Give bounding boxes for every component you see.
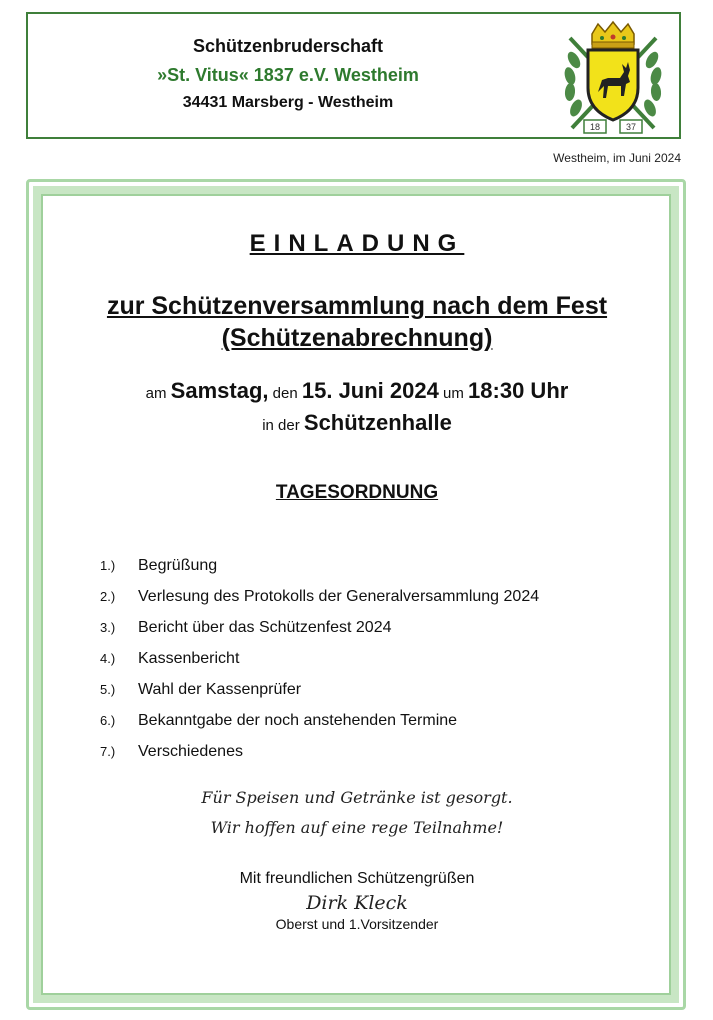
participation-note: Wir hoffen auf eine rege Teilnahme!: [210, 818, 504, 837]
letterhead: [26, 12, 681, 139]
agenda-item-number: 1.): [100, 558, 116, 573]
agenda-item: [100, 643, 660, 674]
agenda-item: [100, 705, 660, 736]
crest-year-left: 18: [589, 122, 601, 132]
agenda-list: [100, 550, 660, 767]
dateline: Westheim, im Juni 2024: [553, 151, 681, 165]
when-prefix: am: [145, 385, 171, 402]
invitation-title: EINLADUNG: [249, 230, 465, 257]
agenda-item: [100, 550, 660, 581]
agenda-item-number: 6.): [100, 713, 116, 728]
event-date: 15. Juni 2024: [301, 378, 439, 403]
agenda-item: [100, 736, 660, 767]
club-subtitle: »St. Vitus« 1837 e.V. Westheim: [157, 65, 419, 85]
agenda-item-text: Kassenbericht: [138, 649, 240, 667]
agenda-item: [100, 612, 660, 643]
agenda-item-number: 5.): [100, 682, 116, 697]
event-date-time: [42, 378, 672, 404]
agenda-item-number: 4.): [100, 651, 116, 666]
agenda-item-number: 2.): [100, 589, 116, 604]
agenda-item: [100, 674, 660, 705]
signature: Dirk Kleck: [306, 892, 408, 914]
coat-of-arms-icon: [558, 20, 668, 136]
letterhead-text: [28, 32, 548, 116]
agenda-heading: TAGESORDNUNG: [275, 482, 439, 503]
when-um: um: [438, 385, 469, 402]
event-location: [42, 410, 672, 436]
subtitle-line1: zur Schützenversammlung nach dem Fest: [106, 292, 608, 320]
club-address: 34431 Marsberg - Westheim: [182, 94, 394, 111]
event-place: Schützenhalle: [303, 410, 452, 435]
agenda-item-text: Verschiedenes: [138, 742, 243, 760]
agenda-item-text: Wahl der Kassenprüfer: [138, 680, 302, 698]
agenda-item-number: 3.): [100, 620, 116, 635]
event-time: 18:30 Uhr: [468, 378, 569, 403]
club-name: Schützenbruderschaft: [192, 36, 384, 56]
invitation-subtitle: [42, 290, 672, 354]
agenda-item-number: 7.): [100, 744, 116, 759]
agenda-item-text: Verlesung des Protokolls der Generalversammlung 2024: [138, 587, 540, 605]
catering-note: Für Speisen und Getränke ist gesorgt.: [201, 788, 513, 807]
when-den: den: [268, 385, 302, 402]
crest-year-right: 37: [625, 122, 637, 132]
agenda-item-text: Bekanntgabe der noch anstehenden Termine: [138, 711, 458, 729]
signatory-role: Oberst und 1.Vorsitzender: [275, 916, 439, 932]
where-prefix: in der: [262, 417, 304, 434]
invitation-body: [42, 190, 672, 1000]
subtitle-line2: (Schützenabrechnung): [221, 324, 493, 352]
agenda-item: [100, 581, 660, 612]
closing-greeting: Mit freundlichen Schützengrüßen: [239, 870, 475, 887]
event-day: Samstag,: [170, 378, 269, 403]
agenda-item-text: Begrüßung: [138, 556, 218, 574]
agenda-item-text: Bericht über das Schützenfest 2024: [138, 618, 392, 636]
